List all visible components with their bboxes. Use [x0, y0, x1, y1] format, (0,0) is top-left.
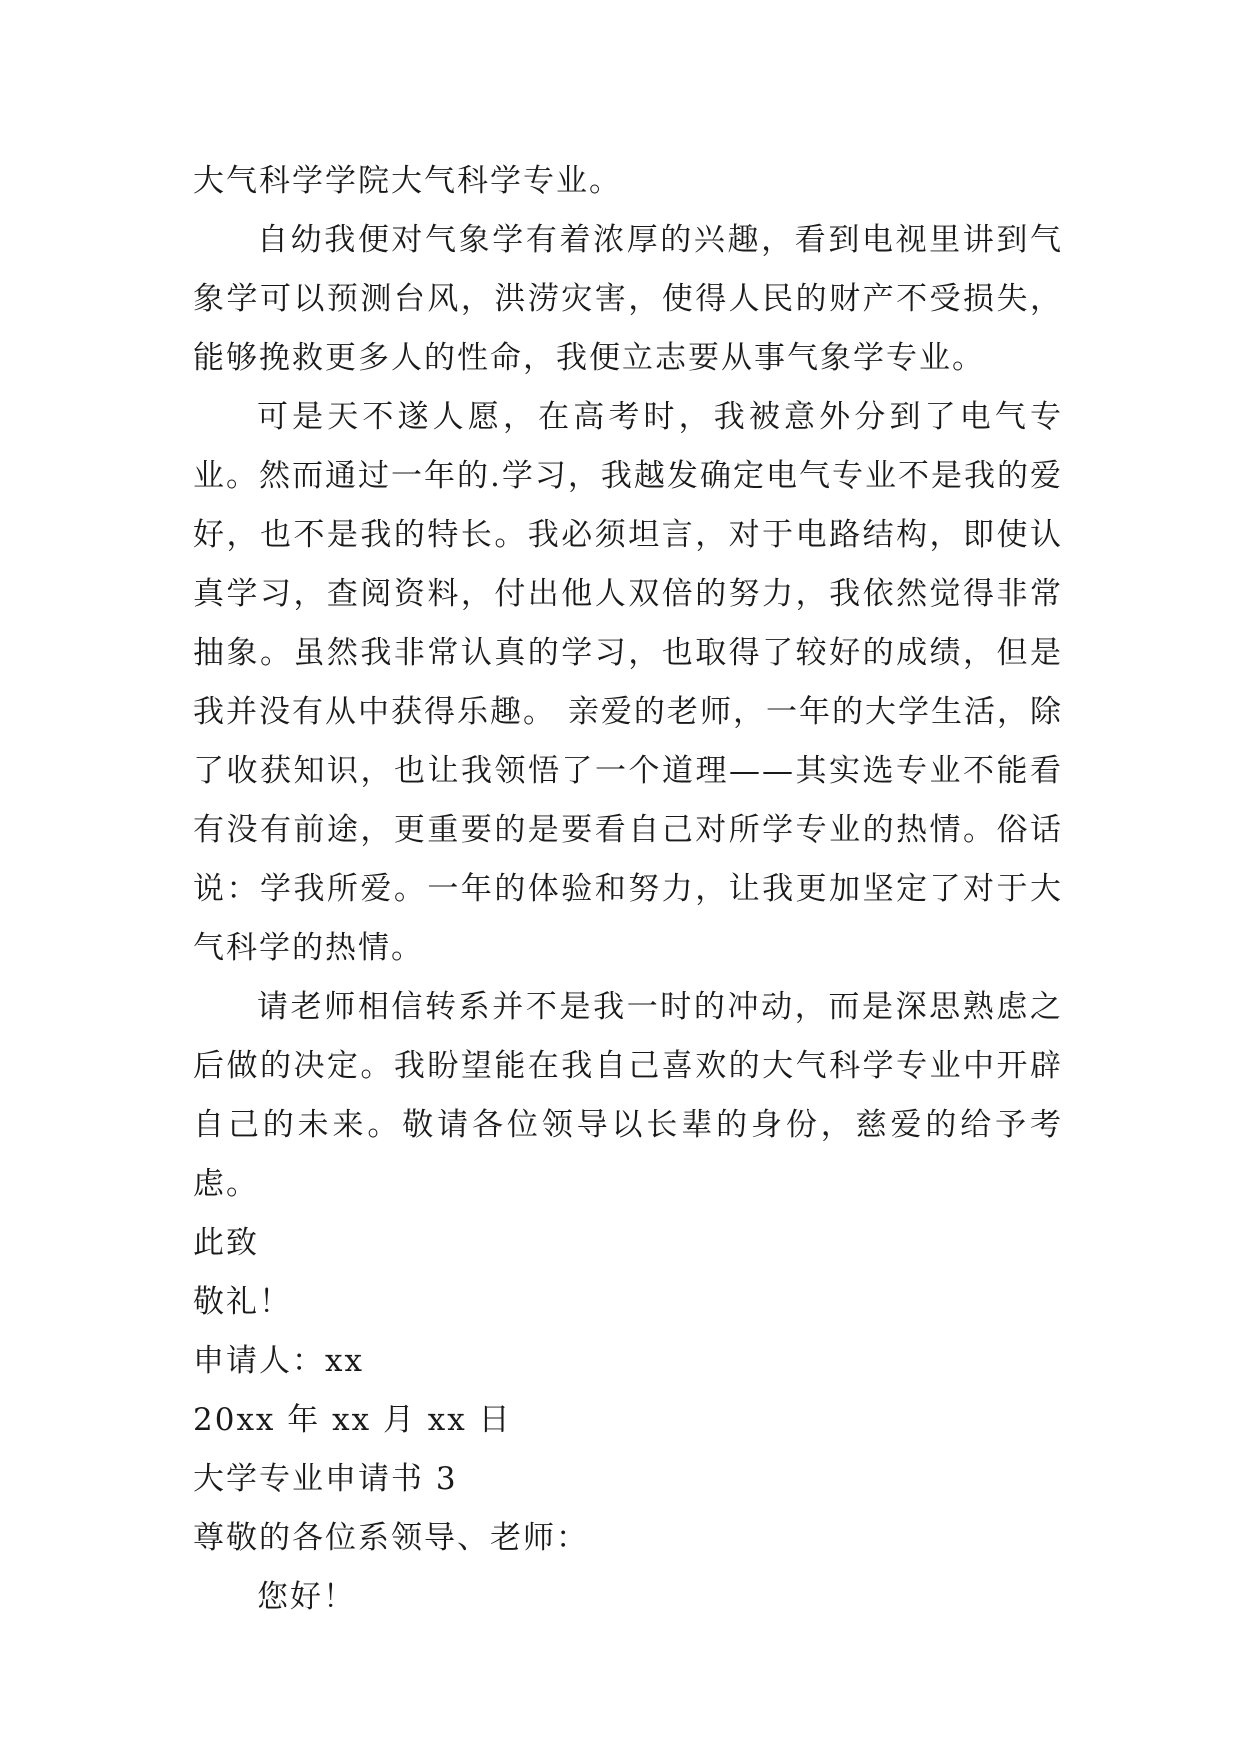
document-body: [193, 152, 1063, 1627]
date-line: 20xx 年 xx 月 xx 日: [193, 1402, 512, 1438]
paragraph-major-experience: 可是天不遂人愿，在高考时，我被意外分到了电气专业。然而通过一年的.学习，我越发确定电气专业不是我的爱好，也不是我的特长。我必须坦言，对于电路结构，即使认真学习，查阅资料，付出他人双倍的努力，我依然觉得非常抽象。虽然我非常认真的学习，也取得了较好的成绩，但是我并没有从中获得乐趣。 亲爱的老师，一年的大学生活，除了收获知识，也让我领悟了一个道理——其实选专业不能看有没有前途，更重要的是要看自己对所学专业的热情。俗话说：学我所爱。一年的体验和努力，让我更加坚定了对于大气科学的热情。: [193, 399, 1063, 966]
paragraph-continued: 大气科学学院大气科学专业。: [193, 163, 622, 199]
applicant-line: 申请人：xx: [193, 1343, 364, 1379]
paragraph-request: 请老师相信转系并不是我一时的冲动，而是深思熟虑之后做的决定。我盼望能在我自己喜欢的大气科学专业中开辟自己的未来。敬请各位领导以长辈的身份，慈爱的给予考虑。: [193, 989, 1063, 1202]
section-title: 大学专业申请书 3: [193, 1461, 458, 1497]
paragraph-interest: 自幼我便对气象学有着浓厚的兴趣，看到电视里讲到气象学可以预测台风，洪涝灾害，使得人民的财产不受损失，能够挽救更多人的性命，我便立志要从事气象学专业。: [193, 222, 1063, 376]
salutation-line: 尊敬的各位系领导、老师：: [193, 1520, 589, 1556]
salute-line: 敬礼！: [193, 1284, 292, 1320]
closing-line: 此致: [193, 1225, 259, 1261]
greeting-line: 您好！: [257, 1579, 356, 1615]
